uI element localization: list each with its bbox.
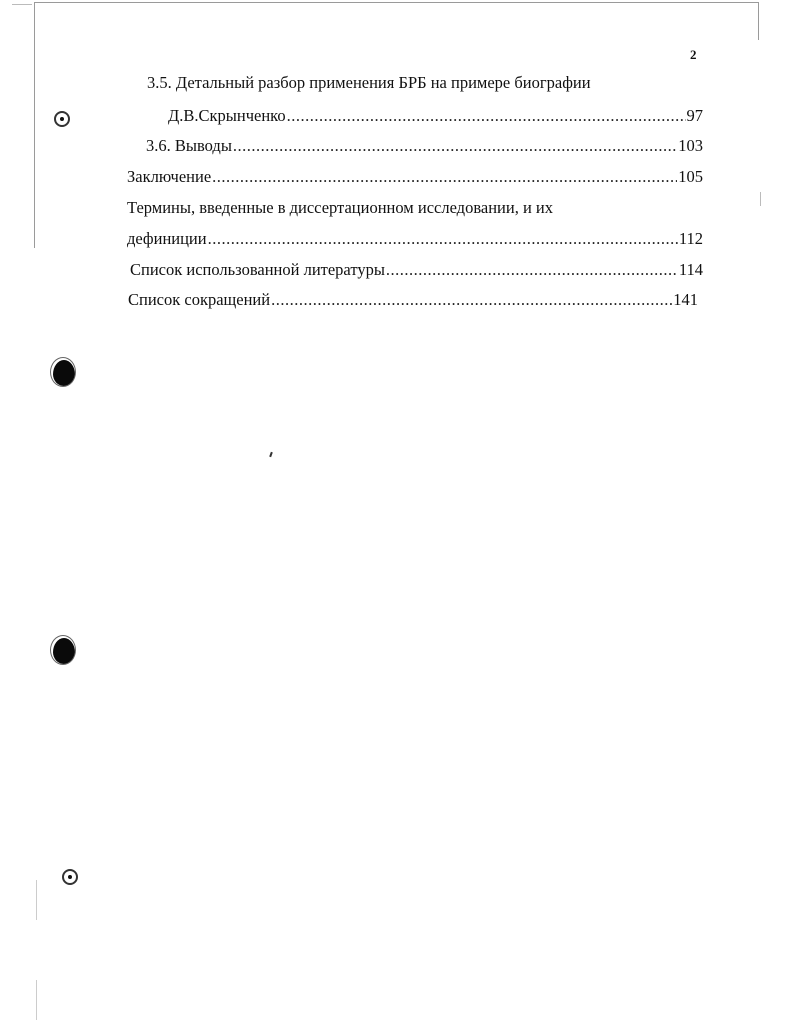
toc-entry-abbreviations bbox=[128, 290, 698, 310]
page-border-top bbox=[34, 2, 758, 3]
scan-speck bbox=[269, 452, 273, 457]
toc-entry-3-6 bbox=[146, 136, 703, 156]
toc-dot-leader bbox=[233, 136, 677, 156]
toc-dot-leader bbox=[271, 290, 672, 310]
punch-hole-icon bbox=[54, 111, 70, 127]
punch-hole-icon bbox=[53, 360, 75, 386]
toc-dot-leader bbox=[208, 229, 678, 249]
scan-corner-mark bbox=[12, 4, 32, 5]
toc-page-number: 97 bbox=[686, 106, 703, 125]
toc-entry-label: Заключение bbox=[127, 167, 212, 186]
toc-page-number: 114 bbox=[678, 260, 703, 279]
toc-page-number: 105 bbox=[678, 167, 703, 186]
toc-entry-label: Д.В.Скрынченко bbox=[168, 106, 286, 125]
toc-entry-label: дефиниции bbox=[127, 229, 207, 248]
punch-hole-icon bbox=[62, 869, 78, 885]
toc-entry-label: Список использованной литературы bbox=[130, 260, 385, 279]
page-number: 2 bbox=[690, 47, 697, 62]
toc-entry-terms-line1: Термины, введенные в диссертационном исследовании, и их bbox=[127, 198, 554, 217]
toc-entry-3-5-line1: 3.5. Детальный разбор применения БРБ на примере биографии bbox=[147, 73, 591, 92]
toc-entry-bibliography bbox=[130, 260, 703, 280]
toc-entry-label: Список сокращений bbox=[128, 290, 271, 309]
scan-edge-mark bbox=[36, 880, 37, 920]
toc-dot-leader bbox=[212, 167, 677, 187]
toc-entry-label: 3.6. Выводы bbox=[146, 136, 232, 155]
scan-edge-mark bbox=[760, 192, 761, 206]
scan-edge-mark bbox=[36, 980, 37, 1020]
page-border-right bbox=[758, 2, 759, 40]
toc-dot-leader bbox=[287, 106, 686, 126]
punch-hole-icon bbox=[53, 638, 75, 664]
toc-entry-conclusion bbox=[127, 167, 703, 187]
toc-entry-terms bbox=[127, 229, 703, 249]
toc-entry-3-5 bbox=[168, 106, 703, 126]
toc-page-number: 112 bbox=[678, 229, 703, 248]
page-border-left bbox=[34, 2, 35, 248]
toc-page-number: 103 bbox=[678, 136, 703, 155]
toc-page-number: 141 bbox=[673, 290, 698, 309]
toc-dot-leader bbox=[386, 260, 678, 280]
